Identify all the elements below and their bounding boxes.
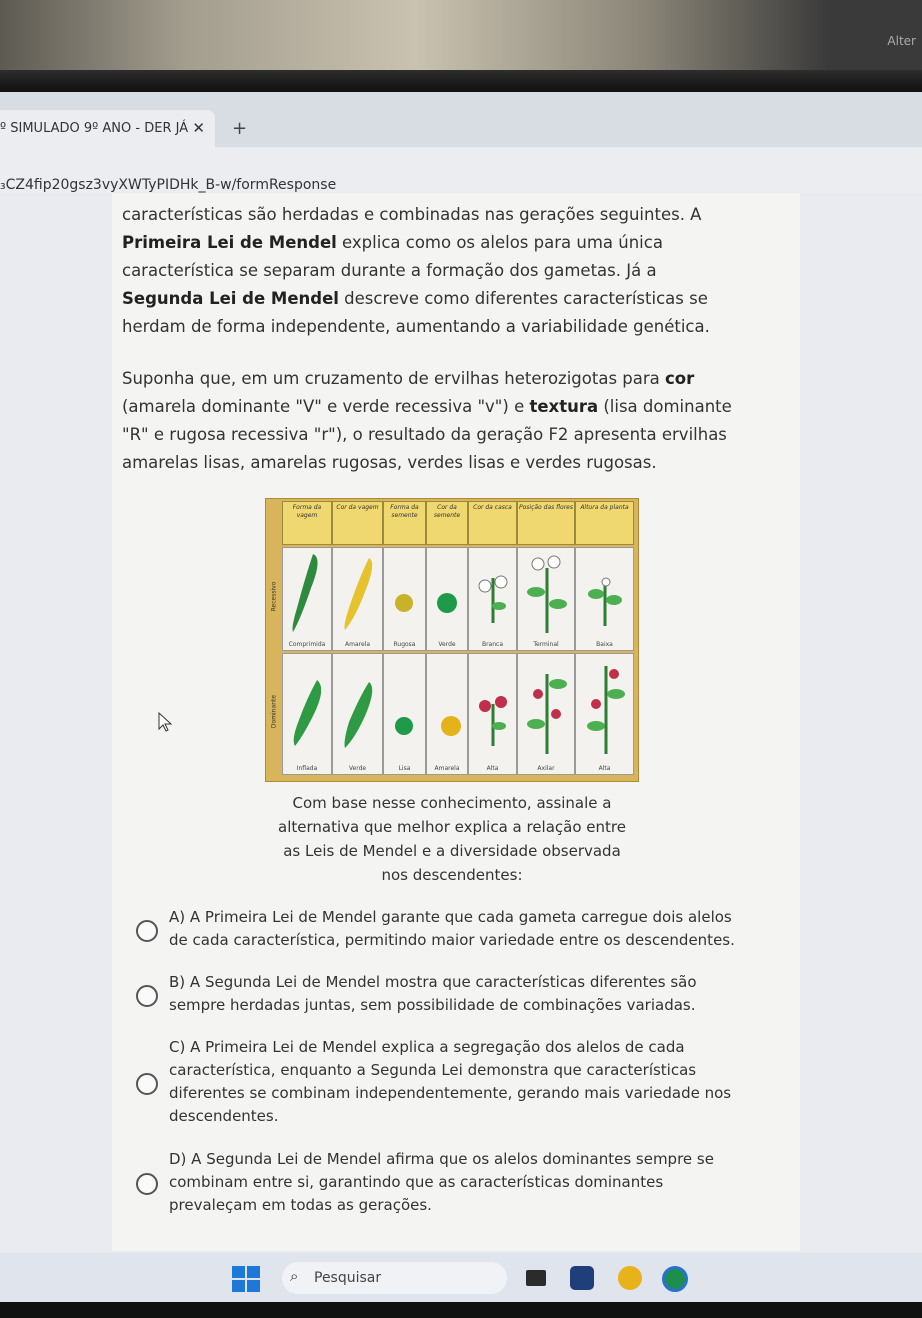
row-label-text: Dominante bbox=[270, 694, 278, 729]
cell-label: Axilar bbox=[537, 765, 555, 772]
header-coat-color: Cor da casca bbox=[468, 501, 517, 545]
background-wall bbox=[0, 0, 922, 70]
row-label-text: Recessivo bbox=[270, 581, 278, 612]
cell-label: Amarela bbox=[434, 765, 460, 772]
second-law-bold: Segunda Lei de Mendel bbox=[122, 289, 339, 308]
option-line: C) A Primeira Lei de Mendel explica a segregação dos alelos de cada bbox=[169, 1038, 685, 1056]
header-flower-position: Posição das flores bbox=[517, 501, 575, 545]
mendel-traits-figure bbox=[265, 498, 639, 782]
sup-line: amarelas lisas, amarelas rugosas, verdes lisas e verdes rugosas. bbox=[122, 453, 657, 472]
header-pod-shape: Forma da vagem bbox=[282, 501, 332, 545]
option-c[interactable] bbox=[132, 1036, 782, 1131]
option-d[interactable] bbox=[132, 1148, 782, 1220]
cell-tall-plant bbox=[575, 653, 634, 775]
windows-start-icon[interactable] bbox=[232, 1266, 260, 1292]
option-d-text bbox=[169, 1148, 779, 1217]
option-line: sempre herdadas juntas, sem possibilidade de combinações variadas. bbox=[169, 996, 696, 1014]
cell-label: Baixa bbox=[596, 641, 613, 648]
cell-label: Alta bbox=[486, 765, 499, 772]
cell-label: Verde bbox=[438, 641, 456, 648]
radio-a[interactable] bbox=[136, 920, 158, 942]
intro-line bbox=[122, 285, 792, 313]
screen bbox=[0, 92, 922, 1302]
option-a[interactable] bbox=[132, 906, 782, 956]
form-page bbox=[0, 193, 922, 1253]
option-line: A) A Primeira Lei de Mendel garante que cada gameta carregue dois alelos bbox=[169, 908, 732, 926]
intro-paragraph bbox=[122, 201, 792, 341]
wrinkled-seed-icon bbox=[384, 548, 427, 638]
cell-smooth-seed bbox=[383, 653, 426, 775]
windows-taskbar bbox=[0, 1253, 922, 1302]
header-plant-height: Altura da planta bbox=[575, 501, 634, 545]
axial-flowers-plant-icon bbox=[518, 654, 576, 762]
intro-line: herdam de forma independente, aumentando a variabilidade genética. bbox=[122, 317, 710, 336]
cell-label: Terminal bbox=[533, 641, 559, 648]
radio-b[interactable] bbox=[136, 985, 158, 1007]
cell-yellow-seed bbox=[426, 653, 468, 775]
cell-axial-flowers bbox=[517, 653, 575, 775]
mouse-cursor-icon bbox=[157, 711, 175, 733]
caption-line: Com base nesse conhecimento, assinale a bbox=[292, 794, 612, 812]
intro-text: descreve como diferentes características se bbox=[338, 289, 708, 308]
red-flower-icon bbox=[469, 654, 518, 762]
cell-label: Inflada bbox=[296, 765, 318, 772]
option-a-text bbox=[169, 906, 779, 952]
yellow-pod-icon bbox=[333, 548, 384, 638]
option-c-text bbox=[169, 1036, 779, 1128]
smooth-seed-icon bbox=[384, 654, 427, 762]
cell-inflated-pod bbox=[282, 653, 332, 775]
monitor-bezel bbox=[0, 0, 922, 92]
radio-d[interactable] bbox=[136, 1173, 158, 1195]
cell-terminal-flowers bbox=[517, 547, 575, 651]
sup-text: (amarela dominante "V" e verde recessiva "v") e bbox=[122, 397, 530, 416]
row-label-recessive bbox=[268, 547, 282, 651]
sup-line bbox=[122, 365, 792, 393]
first-law-bold: Primeira Lei de Mendel bbox=[122, 233, 337, 252]
cell-label: Rugosa bbox=[393, 641, 416, 648]
short-plant-icon bbox=[576, 548, 635, 638]
close-tab-icon[interactable]: ✕ bbox=[192, 119, 205, 137]
search-placeholder: Pesquisar bbox=[314, 1270, 382, 1286]
green-pod-icon bbox=[283, 548, 333, 638]
sup-line bbox=[122, 393, 792, 421]
cell-label: Branca bbox=[481, 641, 504, 648]
tab-title: º SIMULADO 9º ANO - DER JÁ bbox=[0, 121, 189, 136]
url-text[interactable]: ₃CZ4fip20gsz3vyXWTyPIDHk_B-w/formResponse bbox=[0, 177, 337, 193]
header-seed-color: Cor da semente bbox=[426, 501, 468, 545]
caption-line: as Leis de Mendel e a diversidade observada bbox=[283, 842, 621, 860]
option-line: diferentes se combinam independentemente, gerando mais variedade nos bbox=[169, 1084, 732, 1102]
question-card bbox=[112, 193, 800, 1251]
cell-label: Verde bbox=[348, 765, 367, 772]
intro-text: explica como os alelos para uma única bbox=[336, 233, 663, 252]
cell-green-seed bbox=[426, 547, 468, 651]
sup-line: "R" e rugosa recessiva "r"), o resultado da geração F2 apresenta ervilhas bbox=[122, 425, 727, 444]
textura-bold: textura bbox=[529, 397, 599, 416]
task-view-icon[interactable] bbox=[526, 1270, 546, 1286]
option-b[interactable] bbox=[132, 971, 782, 1021]
calculator-icon[interactable] bbox=[570, 1266, 594, 1290]
address-bar[interactable] bbox=[0, 147, 922, 194]
cell-wrinkled-seed bbox=[383, 547, 426, 651]
cell-compressed-pod bbox=[282, 547, 332, 651]
caption-line: nos descendentes: bbox=[381, 866, 523, 884]
search-icon: ⌕ bbox=[290, 1267, 299, 1285]
header-pod-color: Cor da vagem bbox=[332, 501, 383, 545]
terminal-flowers-plant-icon bbox=[518, 548, 576, 638]
app-icon[interactable] bbox=[662, 1266, 688, 1292]
intro-line: características são herdadas e combinadas nas gerações seguintes. A bbox=[122, 205, 702, 224]
option-line: combinam entre si, garantindo que as características dominantes bbox=[169, 1173, 664, 1191]
tall-plant-icon bbox=[576, 654, 635, 762]
option-line: descendentes. bbox=[169, 1107, 279, 1125]
option-line: D) A Segunda Lei de Mendel afirma que os alelos dominantes sempre se bbox=[169, 1150, 714, 1168]
supposition-paragraph bbox=[122, 365, 792, 477]
row-label-dominant bbox=[268, 653, 282, 775]
cell-short-plant bbox=[575, 547, 634, 651]
intro-line: característica se separam durante a formação dos gametas. Já a bbox=[122, 261, 657, 280]
cell-colored-flower bbox=[468, 653, 517, 775]
green-seed-icon bbox=[427, 548, 469, 638]
intro-line bbox=[122, 229, 792, 257]
header-seed-shape: Forma da semente bbox=[383, 501, 426, 545]
option-line: de cada característica, permitindo maior variedade entre os descendentes. bbox=[169, 931, 735, 949]
option-b-text bbox=[169, 971, 779, 1017]
option-line: característica, enquanto a Segunda Lei demonstra que características bbox=[169, 1061, 697, 1079]
question-caption bbox=[252, 791, 652, 887]
new-tab-button[interactable]: + bbox=[232, 118, 248, 139]
white-flower-icon bbox=[469, 548, 518, 638]
cell-label: Alta bbox=[598, 765, 611, 772]
yellow-seed-icon bbox=[427, 654, 469, 762]
cell-yellow-pod bbox=[332, 547, 383, 651]
option-line: B) A Segunda Lei de Mendel mostra que características diferentes são bbox=[169, 973, 697, 991]
inflated-pod-icon bbox=[283, 654, 333, 762]
sup-text: (lisa dominante bbox=[598, 397, 732, 416]
radio-c[interactable] bbox=[136, 1073, 158, 1095]
browser-tab[interactable] bbox=[0, 110, 215, 147]
monitor-bottom-bezel bbox=[0, 1302, 922, 1318]
corner-label: Alter bbox=[887, 34, 916, 48]
cell-label: Comprimida bbox=[288, 641, 326, 648]
cor-bold: cor bbox=[665, 369, 695, 388]
taskbar-search[interactable] bbox=[282, 1262, 507, 1294]
cell-label: Amarela bbox=[345, 641, 370, 648]
cell-white-flower bbox=[468, 547, 517, 651]
browser-tab-bar bbox=[0, 92, 922, 147]
green-pod-icon bbox=[333, 654, 384, 762]
cell-green-pod bbox=[332, 653, 383, 775]
sup-text: Suponha que, em um cruzamento de ervilhas heterozigotas para bbox=[122, 369, 666, 388]
caption-line: alternativa que melhor explica a relação entre bbox=[278, 818, 626, 836]
cell-label: Lisa bbox=[398, 765, 411, 772]
chrome-icon[interactable] bbox=[618, 1266, 642, 1290]
option-line: prevaleçam em todas as gerações. bbox=[169, 1196, 432, 1214]
